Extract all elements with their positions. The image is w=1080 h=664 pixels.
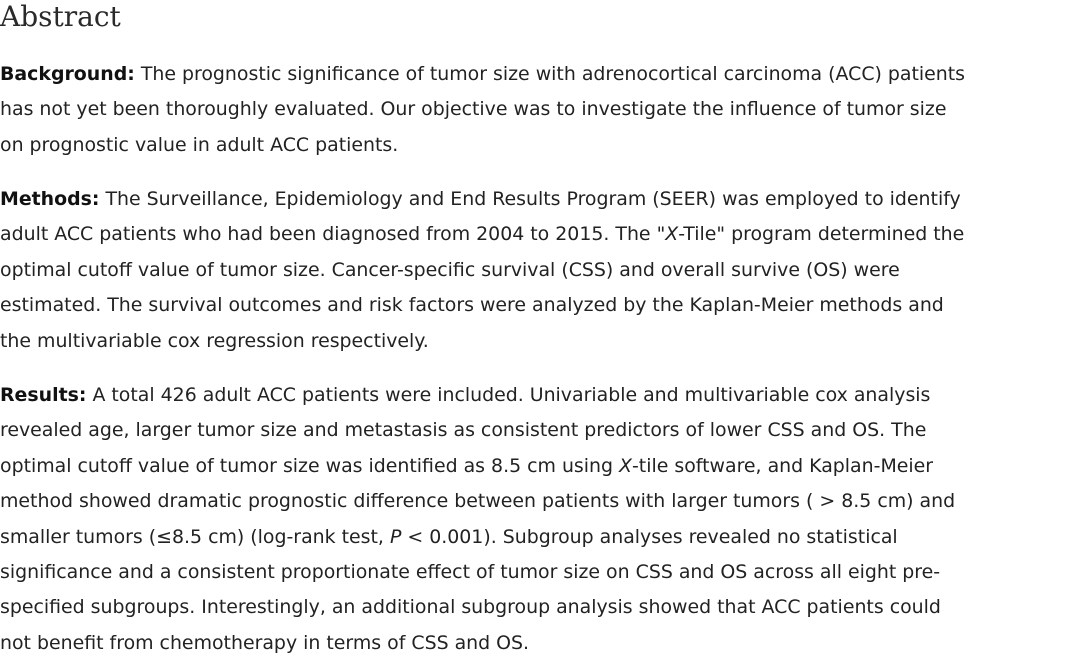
results-line: not benefit from chemotherapy in terms of CSS and OS.	[0, 631, 530, 654]
methods-text: adult ACC patients who had been diagnosed from 2004 to 2015. The "	[0, 223, 666, 246]
background-paragraph	[0, 57, 1080, 163]
methods-paragraph	[0, 182, 1080, 359]
results-text: smaller tumors (≤8.5 cm) (log-rank test,	[0, 525, 390, 548]
methods-label: Methods:	[0, 188, 100, 210]
methods-line: estimated. The survival outcomes and risk factors were analyzed by the Kaplan-Meier methods and	[0, 294, 944, 317]
results-paragraph	[0, 378, 1080, 661]
background-line: on prognostic value in adult ACC patients.	[0, 133, 399, 156]
background-text: The prognostic significance of tumor size with adrenocortical carcinoma (ACC) patients	[134, 63, 966, 85]
results-line	[0, 520, 1080, 555]
results-text: -tile software, and Kaplan-Meier	[631, 454, 934, 477]
xtile-italic-x: X	[619, 454, 632, 477]
results-line	[0, 378, 1080, 413]
methods-text: The Surveillance, Epidemiology and End Results Program (SEER) was employed to identify	[99, 188, 961, 210]
results-text: A total 426 adult ACC patients were included. Univariable and multivariable cox analysis	[86, 384, 931, 406]
results-text: optimal cutoff value of tumor size was identified as 8.5 cm using	[0, 454, 620, 477]
results-line: specified subgroups. Interestingly, an additional subgroup analysis showed that ACC patients could	[0, 596, 941, 619]
background-line: has not yet been thoroughly evaluated. Our objective was to investigate the influence of tumor size	[0, 98, 947, 121]
results-line: revealed age, larger tumor size and metastasis as consistent predictors of lower CSS and OS. The	[0, 419, 927, 442]
methods-line	[0, 217, 1080, 252]
xtile-italic-x: X	[665, 223, 679, 246]
abstract-heading: Abstract	[0, 0, 121, 33]
results-line	[0, 449, 1080, 484]
results-text: < 0.001). Subgroup analyses revealed no statistical	[401, 525, 898, 548]
background-label: Background:	[0, 63, 135, 85]
methods-line: the multivariable cox regression respectively.	[0, 329, 429, 352]
methods-text: -Tile" program determined the	[678, 223, 965, 246]
results-line: significance and a consistent proportionate effect of tumor size on CSS and OS across all eight pre-	[0, 561, 941, 584]
methods-line	[0, 182, 1080, 217]
results-label: Results:	[0, 384, 87, 406]
background-line	[0, 57, 1080, 92]
results-line: method showed dramatic prognostic difference between patients with larger tumors ( > 8.5 cm) and	[0, 490, 956, 513]
p-value-italic: P	[389, 525, 402, 548]
methods-line: optimal cutoff value of tumor size. Cancer-specific survival (CSS) and overall survive (OS) were	[0, 258, 900, 281]
